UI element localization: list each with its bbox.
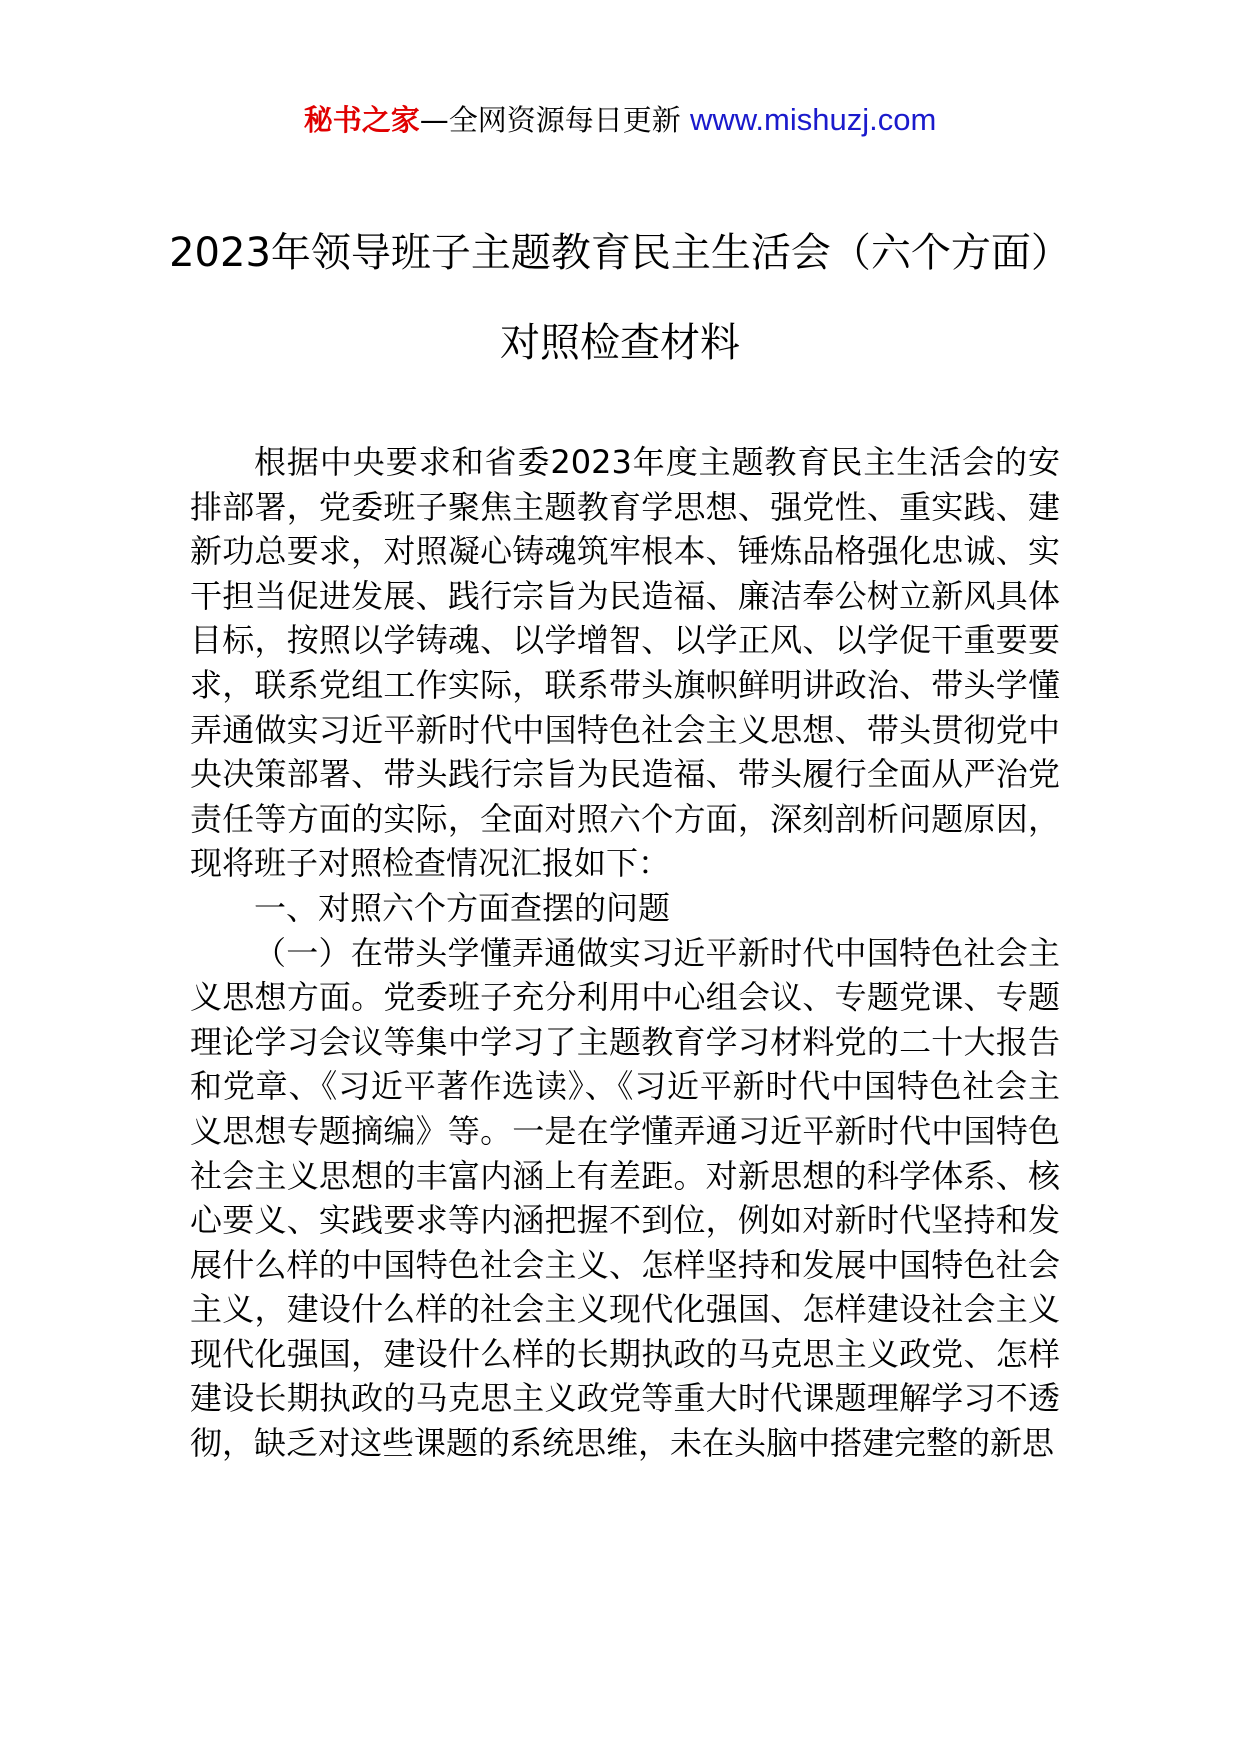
site-url[interactable]: www.mishuzj.com bbox=[689, 102, 937, 137]
site-banner bbox=[0, 100, 1240, 140]
site-brand: 秘书之家 bbox=[303, 103, 420, 137]
site-tagline: —全网资源每日更新 bbox=[419, 103, 690, 137]
intro-paragraph: 根据中央要求和省委2023年度主题教育民主生活会的安排部署，党委班子聚焦主题教育学思想、强党性、重实践、建新功总要求，对照凝心铸魂筑牢根本、锤炼品格强化忠诚、实干担当促进发展、践行宗旨为民造福、廉洁奉公树立新风具体目标，按照以学铸魂、以学增智、以学正风、以学促干重要要求，联系党组工作实际，联系带头旗帜鲜明讲政治、带头学懂弄通做实习近平新时代中国特色社会主义思想、带头贯彻党中央决策部署、带头践行宗旨为民造福、带头履行全面从严治党责任等方面的实际，全面对照六个方面，深刻剖析问题原因，现将班子对照检查情况汇报如下： bbox=[190, 443, 1060, 883]
document-body bbox=[190, 440, 1060, 1466]
document-title: 2023年领导班子主题教育民主生活会（六个方面）对照检查材料 bbox=[169, 230, 1071, 366]
subsection-paragraph: （一）在带头学懂弄通做实习近平新时代中国特色社会主义思想方面。党委班子充分利用中心组会议、专题党课、专题理论学习会议等集中学习了主题教育学习材料党的二十大报告和党章、《习近平著作选读》、《习近平新时代中国特色社会主义思想专题摘编》等。一是在学懂弄通习近平新时代中国特色社会主义思想的丰富内涵上有差距。对新思想的科学体系、核心要义、实践要求等内涵把握不到位，例如对新时代坚持和发展什么样的中国特色社会主义、怎样坚持和发展中国特色社会主义，建设什么样的社会主义现代化强国、怎样建设社会主义现代化强国，建设什么样的长期执政的马克思主义政党、怎样建设长期执政的马克思主义政党等重大时代课题理解学习不透彻，缺乏对这些课题的系统思维，未在头脑中搭建完整的新思 bbox=[190, 933, 1060, 1463]
section-heading: 一、对照六个方面查摆的问题 bbox=[254, 888, 671, 927]
